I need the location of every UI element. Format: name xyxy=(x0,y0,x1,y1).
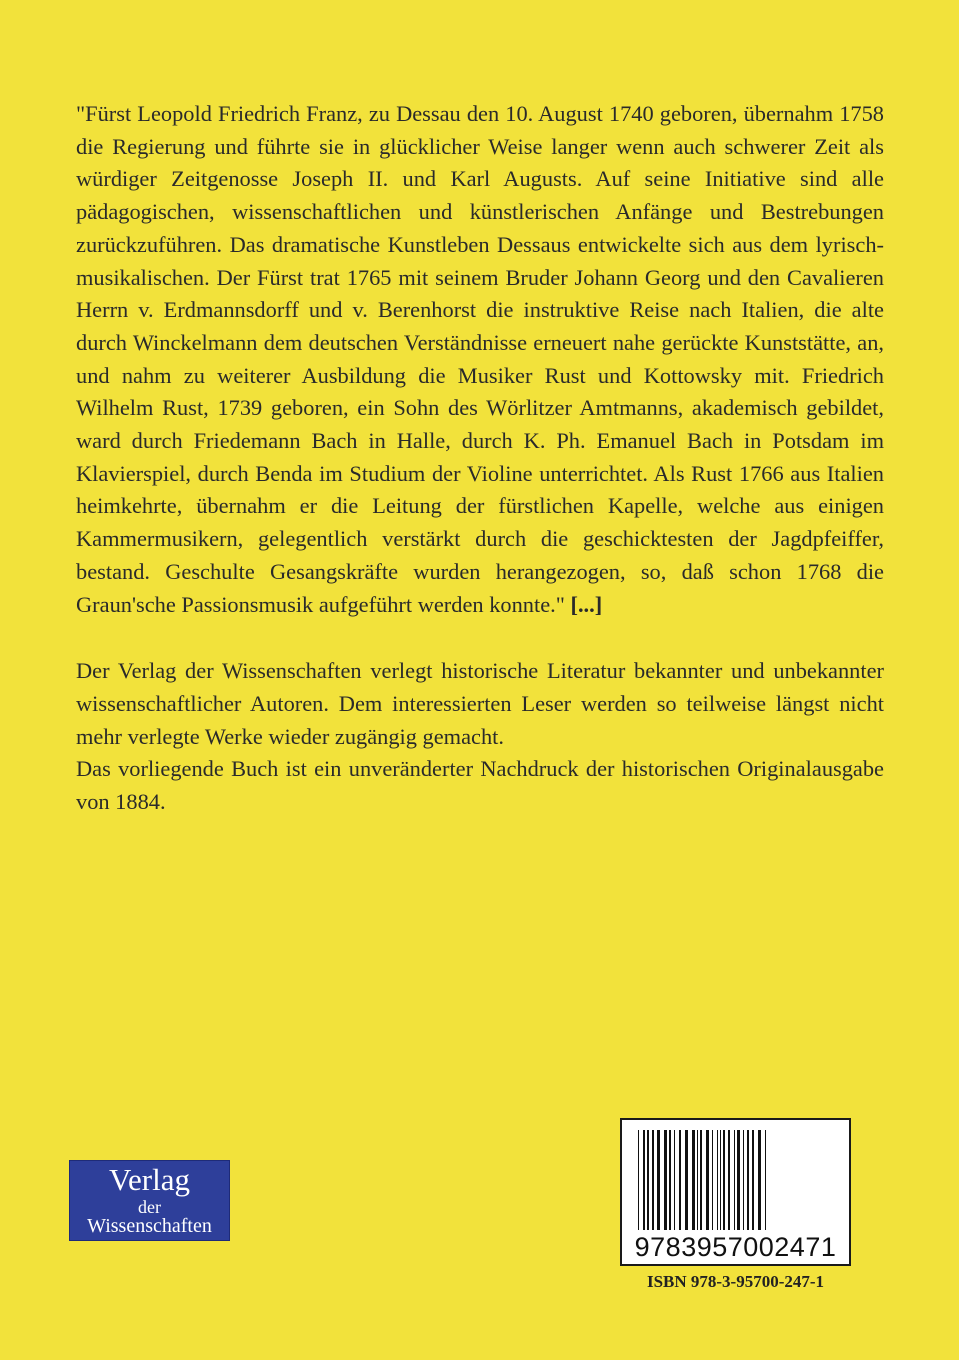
quote-text: "Fürst Leopold Friedrich Franz, zu Dessau den 10. August 1740 geboren, übernahm 1758 die Regierung und führte sie in glücklicher Weise langer wenn auch schwerer Zeit als würdiger Zeitgenosse Joseph II. und Karl Augusts. Auf seine Initiative sind alle pädagogischen, wissenschaftlichen und künstlerischen Anfänge und Bestrebungen zurückzuführen. Das dramatische Kunstleben Dessaus entwickelte sich aus dem lyrisch-musikalischen. Der Fürst trat 1765 mit seinem Bruder Johann Georg und den Cavalieren Herrn v. Erdmannsdorff und v. Berenhorst die instruktive Reise nach Italien, die alte durch Winckelmann dem deutschen Verständnisse erneuert nahe gerückte Kunststätte, an, und nahm zu weiterer Ausbildung die Musiker Rust und Kottowsky mit. Friedrich Wilhelm Rust, 1739 geboren, ein Sohn des Wörlitzer Amtmanns, akademisch gebildet, ward durch Friedemann Bach in Halle, durch K. Ph. Emanuel Bach in Potsdam im Klavierspiel, durch Benda im Studium der Violine unterrichtet. Als Rust 1766 aus Italien heimkehrte, übernahm er die Leitung der fürstlichen Kapelle, welche aus einigen Kammermusikern, gelegentlich verstärkt durch die geschicktesten der Jagdpfeiffer, bestand. Geschulte Gesangskräfte wurden herangezogen, so, daß schon 1768 die Graun'sche Passionsmusik aufgeführt werden konnte." xyxy=(76,101,884,617)
barcode-bar xyxy=(697,1130,698,1230)
barcode-bar xyxy=(647,1130,649,1230)
barcode-bar xyxy=(657,1130,660,1230)
barcode-bar xyxy=(706,1130,709,1230)
barcode-bar xyxy=(692,1130,695,1230)
barcode xyxy=(620,1118,851,1266)
barcode-bar xyxy=(723,1130,725,1230)
barcode-bar xyxy=(728,1130,730,1230)
logo-line-wissenschaften: Wissenschaften xyxy=(87,1215,212,1237)
barcode-bar xyxy=(747,1130,749,1230)
quote-paragraph xyxy=(76,98,884,621)
barcode-bar xyxy=(734,1130,735,1230)
barcode-bar xyxy=(679,1130,681,1230)
barcode-bar xyxy=(700,1130,702,1230)
isbn-number: ISBN 978-3-95700-247-1 xyxy=(646,1272,825,1291)
publisher-paragraph: Der Verlag der Wissenschaften verlegt historische Literatur bekannter und unbekannter wissenschaftlicher Autoren. Dem interessierten Leser werden so teilweise längst nicht mehr verlegte Werke wieder zugängig gemacht. xyxy=(76,658,884,749)
reprint-note: Das vorliegende Buch ist ein unveränderter Nachdruck der historischen Originalausgabe von 1884. xyxy=(76,756,884,815)
barcode-bar xyxy=(674,1130,675,1230)
barcode-bar xyxy=(643,1130,645,1230)
barcode-bar xyxy=(664,1130,667,1230)
barcode-bars xyxy=(636,1130,835,1230)
barcode-digits: 9783957002471 xyxy=(634,1232,837,1262)
barcode-bar xyxy=(737,1130,740,1230)
ellipsis-marker: [...] xyxy=(570,591,603,617)
barcode-bar xyxy=(765,1130,766,1230)
logo-line-der: der xyxy=(138,1197,161,1217)
publisher-logo xyxy=(69,1160,230,1241)
barcode-bar xyxy=(720,1130,721,1230)
barcode-bar xyxy=(638,1130,639,1230)
barcode-bar xyxy=(685,1130,688,1230)
back-cover-blurb xyxy=(76,98,884,819)
barcode-bar xyxy=(669,1130,671,1230)
barcode-bar xyxy=(717,1130,718,1230)
barcode-bar xyxy=(712,1130,713,1230)
logo-line-verlag: Verlag xyxy=(109,1162,190,1197)
barcode-bar xyxy=(752,1130,754,1230)
barcode-bar xyxy=(652,1130,654,1230)
barcode-bar xyxy=(758,1130,761,1230)
barcode-bar xyxy=(743,1130,744,1230)
